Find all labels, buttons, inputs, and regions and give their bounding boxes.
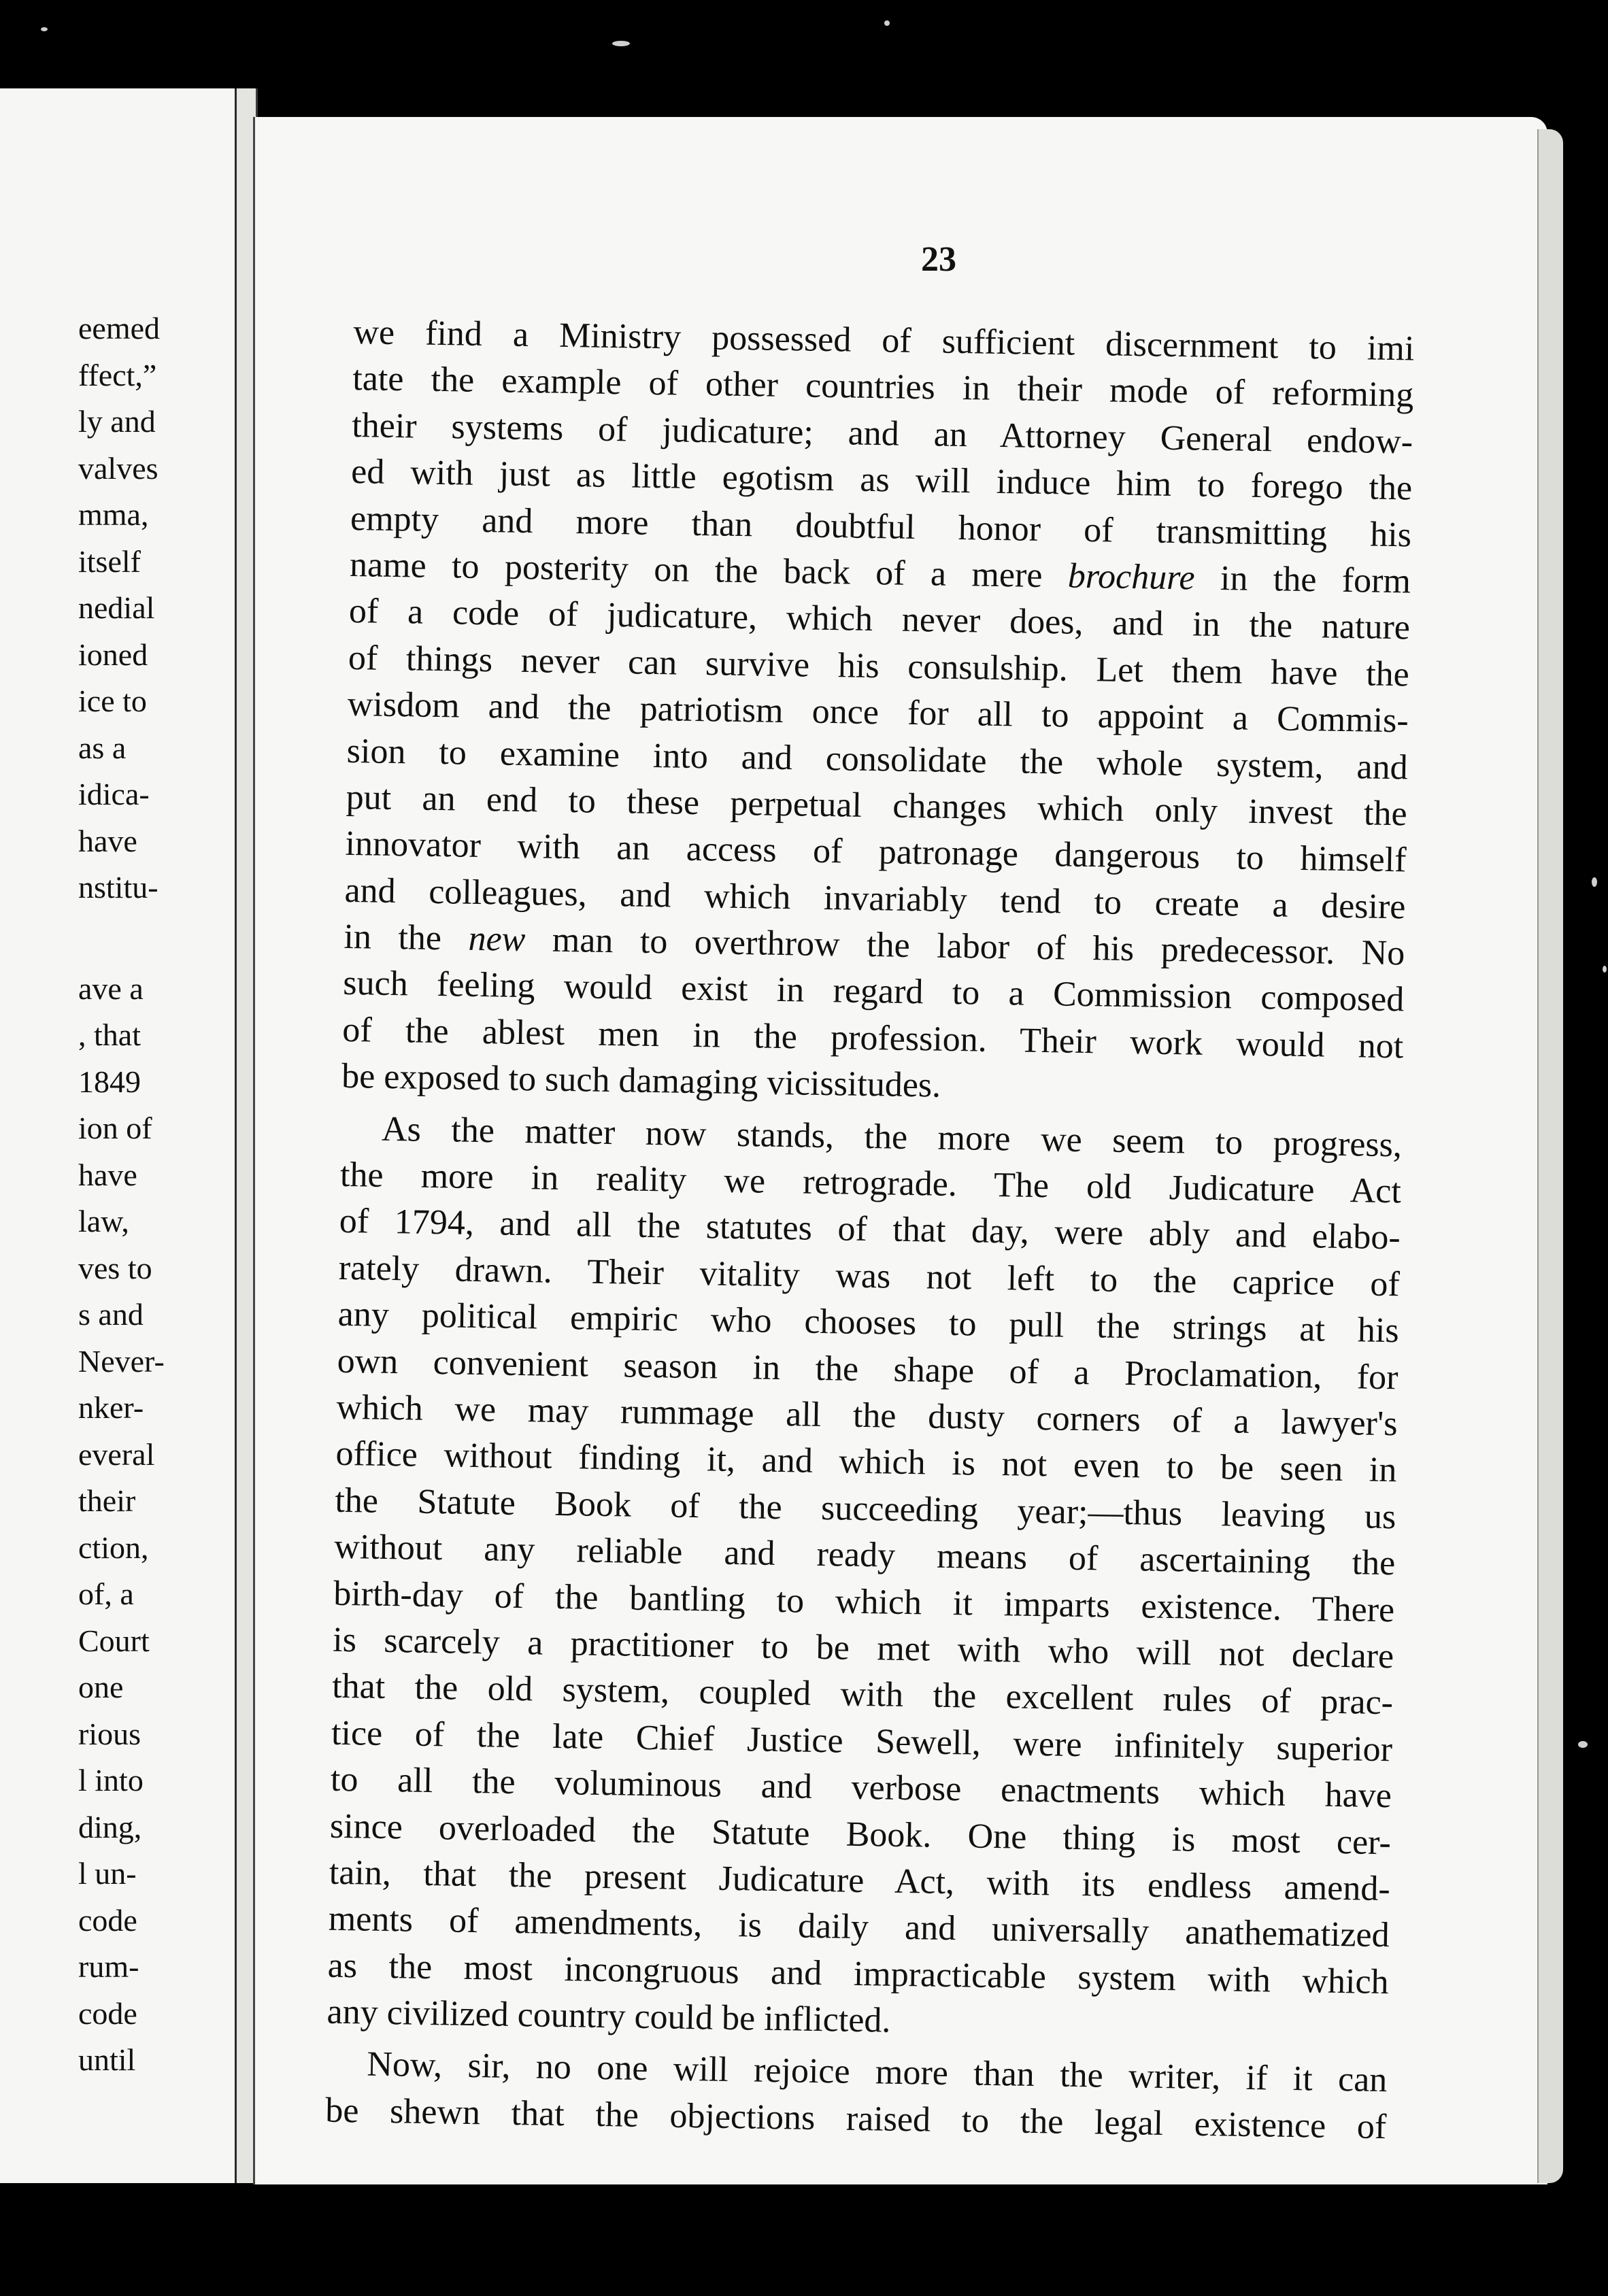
- left-page-line-fragment: ioned: [78, 637, 148, 672]
- text-line: be shewn that the objections raised to the legal existence of: [324, 2091, 1387, 2147]
- left-page-line-fragment: ion of: [78, 1111, 152, 1145]
- text-line: of a code of judicature, which never does, and in the nature: [348, 592, 1411, 647]
- text-line: since overloaded the Statute Book. One thing is most cer-: [329, 1806, 1392, 1862]
- text-line: sion to examine into and consolidate the whole system, and: [346, 731, 1409, 787]
- text-line: is scarcely a practitioner to be met with who will not declare: [332, 1620, 1394, 1676]
- left-page-line-fragment: s and: [78, 1297, 144, 1332]
- left-page-line-fragment: ffect,”: [78, 357, 157, 392]
- left-page-line-fragment: ction,: [78, 1530, 149, 1565]
- scan-speck: [1592, 877, 1597, 887]
- text-line: innovator with an access of patronage dangerous to himself: [345, 824, 1407, 880]
- left-page-line-fragment: itself: [78, 543, 141, 579]
- left-page-line-fragment: valves: [78, 450, 158, 486]
- text-line: and colleagues, and which invariably tend to create a desire: [344, 871, 1406, 927]
- text-line: their systems of judicature; and an Attorney General endow-: [351, 405, 1413, 462]
- text-line: any political empiric who chooses to pull the strings at his: [337, 1295, 1400, 1351]
- text-line: put an end to these perpetual changes which only invest the: [346, 777, 1407, 834]
- text-line: Now, sir, no one will rejoice more than the writer, if it can: [367, 2045, 1388, 2100]
- left-page-line-fragment: ding,: [78, 1809, 142, 1844]
- text-line: tain, that the present Judicature Act, with its endless amend-: [329, 1853, 1391, 1909]
- left-page-line-fragment: nstitu-: [78, 870, 158, 905]
- left-page: [0, 88, 235, 2183]
- text-line: such feeling would exist in regard to a Commission composed: [342, 964, 1405, 1019]
- page-edge: [1537, 129, 1563, 2183]
- left-page-line-fragment: Court: [78, 1623, 150, 1658]
- text-line: ed with just as little egotism as will induce him to forego the: [350, 452, 1413, 508]
- left-page-line-fragment: mma,: [78, 497, 149, 532]
- text-line: wisdom and the patriotism once for all to appoint a Commis-: [347, 685, 1409, 741]
- left-page-line-fragment: Never-: [78, 1343, 165, 1379]
- left-page-line-fragment: idica-: [78, 777, 150, 811]
- scan-speck: [884, 20, 890, 26]
- scan-speck: [1603, 966, 1607, 973]
- text-line: own convenient season in the shape of a Proclamation, for: [337, 1341, 1398, 1397]
- text-line: any civilized country could be inflicted.: [326, 1992, 891, 2040]
- text-line: empty and more than doubtful honor of transmitting his: [350, 499, 1412, 555]
- left-page-line-fragment: code: [78, 1902, 137, 1938]
- text-line: of 1794, and all the statutes of that day, were ably and elabo-: [339, 1202, 1401, 1257]
- left-page-line-fragment: , that: [78, 1017, 141, 1052]
- left-page-line-fragment: law,: [78, 1204, 129, 1238]
- scan-speck: [1578, 1741, 1588, 1748]
- left-page-line-fragment: ly and: [78, 404, 156, 439]
- left-page-line-fragment: one: [78, 1670, 124, 1704]
- left-page-line-fragment: until: [78, 2042, 136, 2077]
- scan-speck: [41, 27, 48, 31]
- left-page-line-fragment: code: [78, 1995, 137, 2031]
- left-page-line-fragment: rum-: [78, 1949, 139, 1984]
- text-line: without any reliable and ready means of ascertaining the: [333, 1527, 1396, 1583]
- text-line: rately drawn. Their vitality was not left to the caprice of: [338, 1248, 1401, 1304]
- text-line: which we may rummage all the dusty corners of a lawyer's: [336, 1387, 1398, 1444]
- left-page-line-fragment: nedial: [78, 590, 155, 625]
- left-page-line-fragment: 1849: [78, 1064, 141, 1099]
- left-page-line-fragment: eemed: [78, 311, 161, 345]
- text-line: the more in reality we retrograde. The old Judicature Act: [339, 1155, 1402, 1211]
- text-line: As the matter now stands, the more we seem to progress,: [381, 1109, 1403, 1164]
- text-line: birth-day of the bantling to which it imparts existence. There: [333, 1574, 1395, 1630]
- text-line: ments of amendments, is daily and universally anathematized: [328, 1899, 1390, 1955]
- left-page-line-fragment: ves to: [78, 1250, 152, 1285]
- left-page-line-fragment: everal: [78, 1436, 155, 1472]
- left-page-line-fragment: have: [78, 1157, 137, 1192]
- text-line: be exposed to such damaging vicissitudes.: [341, 1057, 941, 1105]
- left-page-line-fragment: nker-: [78, 1390, 144, 1425]
- text-line: in the new man to overthrow the labor of his predecessor. No: [344, 917, 1405, 973]
- left-page-line-fragment: as a: [78, 730, 127, 765]
- text-line: tice of the late Chief Justice Sewell, were infinitely superior: [331, 1713, 1393, 1769]
- text-line: of things never can survive his consulship. Let them have the: [348, 638, 1410, 694]
- text-line: name to posterity on the back of a mere brochure in the form: [349, 545, 1411, 601]
- left-page-line-fragment: ice to: [78, 683, 147, 718]
- text-line: that the old system, coupled with the excellent rules of prac-: [331, 1667, 1394, 1723]
- left-page-line-fragment: have: [78, 823, 137, 858]
- text-line: tate the example of other countries in their mode of reforming: [352, 359, 1414, 415]
- text-line: office without finding it, and which is not even to be seen in: [335, 1434, 1397, 1490]
- left-page-line-fragment: l into: [78, 1763, 144, 1797]
- text-line: as the most incongruous and impracticable system with which: [327, 1946, 1390, 2002]
- text-line: the Statute Book of the succeeding year;—thus leaving us: [335, 1481, 1396, 1537]
- scan-speck: [612, 41, 630, 46]
- text-line: to all the voluminous and verbose enactments which have: [330, 1759, 1392, 1816]
- left-page-line-fragment: their: [78, 1483, 136, 1518]
- left-page-line-fragment: of, a: [78, 1576, 134, 1611]
- left-page-line-fragment: ave a: [78, 970, 144, 1006]
- text-line: we find a Ministry possessed of sufficient discernment to imi: [353, 312, 1415, 369]
- page-number: 23: [921, 240, 956, 279]
- body-text: [325, 309, 1415, 2150]
- text-line: of the ablest men in the profession. Their work would not: [341, 1010, 1404, 1066]
- left-page-line-fragment: l un-: [78, 1856, 137, 1891]
- left-page-line-fragment: rious: [78, 1716, 141, 1751]
